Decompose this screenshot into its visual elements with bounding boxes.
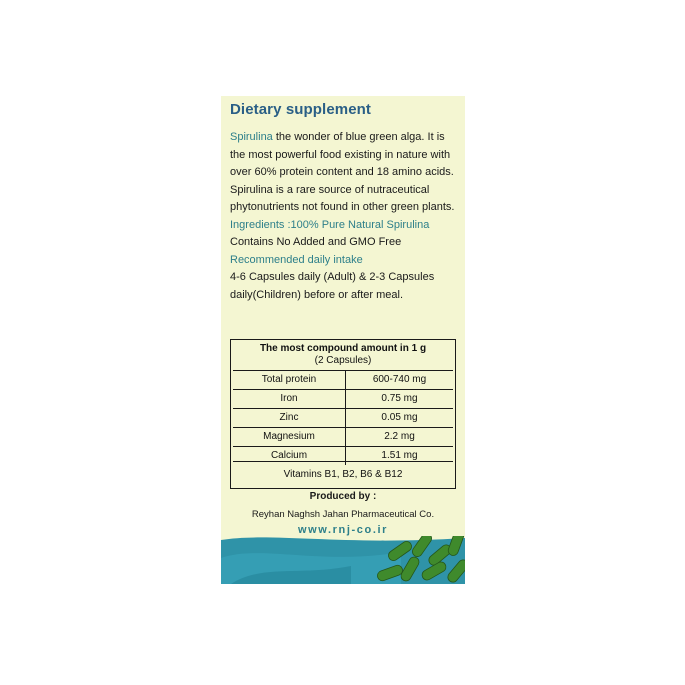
compound-table-subtitle: (2 Capsules) (314, 355, 372, 366)
intro-paragraph (230, 129, 462, 182)
label-text-block (230, 129, 462, 304)
produced-by-label: Produced by : (309, 491, 377, 502)
compound-amount: 1.51 mg (381, 450, 418, 461)
table-row (233, 371, 453, 389)
compound-name: Total protein (233, 371, 346, 389)
nutraceutical-paragraph: Spirulina is a rare source of nutraceutical phytonutrients not found in other green plants. (230, 183, 455, 213)
gmo-free-line: Contains No Added and GMO Free (230, 236, 402, 248)
dosage-text: 4-6 Capsules daily (Adult) & 2-3 Capsules daily(Children) before or after meal. (230, 271, 435, 301)
table-row (233, 389, 453, 408)
intro-highlight: Spirulina (230, 131, 273, 143)
ingredients-line: Ingredients :100% Pure Natural Spirulina (230, 218, 430, 231)
table-row (233, 446, 453, 465)
capsules-illustration (221, 536, 465, 584)
label-title: Dietary supplement (230, 101, 372, 118)
compound-amount: 0.05 mg (381, 412, 418, 423)
compound-name: Iron (233, 390, 346, 408)
website-url: www.rnj-co.ir (297, 524, 389, 536)
compound-name: Zinc (233, 409, 346, 427)
recommended-intake-heading: Recommended daily intake (230, 253, 363, 266)
compound-amount: 600-740 mg (372, 374, 427, 385)
compound-name: Calcium (233, 447, 346, 465)
table-row (233, 408, 453, 427)
compound-amount: 2.2 mg (384, 431, 415, 442)
compound-table (230, 339, 456, 489)
compound-table-body (233, 370, 453, 462)
supplement-label-panel (221, 96, 465, 584)
compound-amount: 0.75 mg (381, 393, 418, 404)
vitamins-line: Vitamins B1, B2, B6 & B12 (283, 469, 403, 480)
intro-rest: the wonder of blue green alga. It is the most powerful food existing in nature with over 60% protein content and 18 amino acids. (230, 131, 454, 178)
table-row (233, 427, 453, 446)
compound-table-heading (231, 340, 455, 367)
compound-name: Magnesium (233, 428, 346, 446)
company-name: Reyhan Naghsh Jahan Pharmaceutical Co. (251, 509, 435, 520)
compound-table-title: The most compound amount in 1 g (259, 343, 427, 354)
